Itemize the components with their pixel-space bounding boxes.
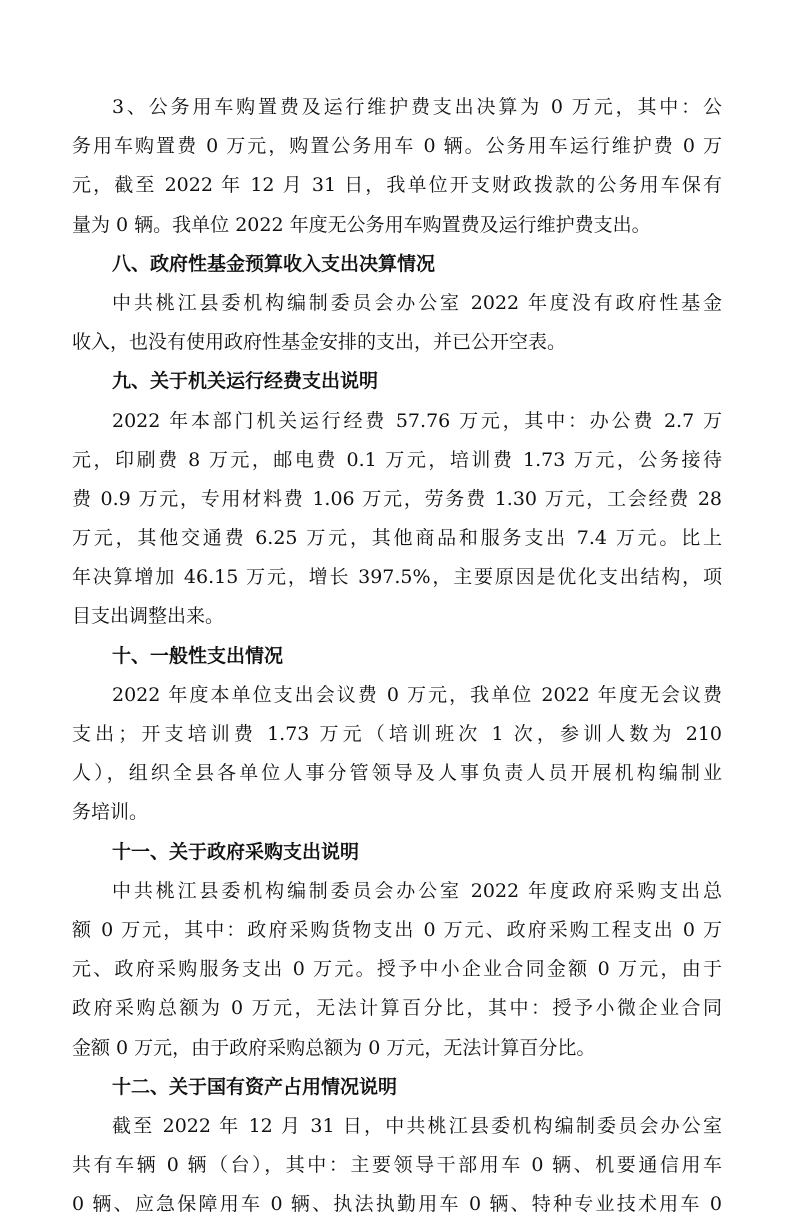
paragraph-line: 目支出调整出来。 [72, 605, 225, 628]
paragraph [72, 1107, 722, 1224]
section-heading: 八、政府性基金预算收入支出决算情况 [112, 252, 436, 275]
paragraph-line: 万元，其他交通费 6.25 万元，其他商品和服务支出 7.4 万元。比上 [72, 527, 722, 550]
paragraph-line: 中共桃江县委机构编制委员会办公室 2022 年度政府采购支出总 [112, 879, 722, 902]
section-heading: 九、关于机关运行经费支出说明 [112, 370, 379, 393]
section-heading: 十、一般性支出情况 [112, 644, 284, 667]
paragraph-line: 收入，也没有使用政府性基金安排的支出，并已公开空表。 [72, 331, 567, 354]
paragraph-line: 2022 年度本单位支出会议费 0 万元，我单位 2022 年度无会议费 [112, 683, 722, 706]
paragraph-line: 务用车购置费 0 万元，购置公务用车 0 辆。公务用车运行维护费 0 万 [72, 135, 722, 158]
section-heading: 十一、关于政府采购支出说明 [112, 840, 360, 863]
paragraph-line: 金额 0 万元，由于政府采购总额为 0 万元，无法计算百分比。 [72, 1036, 596, 1059]
paragraph-line: 额 0 万元，其中：政府采购货物支出 0 万元、政府采购工程支出 0 万 [72, 918, 722, 941]
paragraph-line: 年决算增加 46.15 万元，增长 397.5%，主要原因是优化支出结构，项 [72, 566, 722, 589]
section-heading: 十二、关于国有资产占用情况说明 [112, 1075, 398, 1098]
paragraph-line: 人），组织全县各单位人事分管领导及人事负责人员开展机构编制业 [72, 762, 722, 785]
paragraph-line: 费 0.9 万元，专用材料费 1.06 万元，劳务费 1.30 万元，工会经费 28 [72, 487, 722, 510]
paragraph-line: 务培训。 [72, 801, 149, 824]
paragraph-line: 政府采购总额为 0 万元，无法计算百分比，其中：授予小微企业合同 [72, 997, 722, 1020]
paragraph-line: 支出；开支培训费 1.73 万元（培训班次 1 次，参训人数为 210 [72, 723, 722, 745]
paragraph-line: 元，截至 2022 年 12 月 31 日，我单位开支财政拨款的公务用车保有 [72, 174, 722, 197]
paragraph-line: 元、政府采购服务支出 0 万元。授予中小企业合同金额 0 万元，由于 [72, 958, 722, 981]
paragraph-line: 共有车辆 0 辆（台），其中：主要领导干部用车 0 辆、机要通信用车 [72, 1154, 722, 1177]
paragraph-line: 0 辆、应急保障用车 0 辆、执法执勤用车 0 辆、特种专业技术用车 0 [72, 1193, 722, 1216]
paragraph [72, 284, 722, 362]
paragraph-line: 3、公务用车购置费及运行维护费支出决算为 0 万元，其中：公 [112, 96, 722, 118]
document-body [72, 88, 722, 1224]
paragraph-line: 量为 0 辆。我单位 2022 年度无公务用车购置费及运行维护费支出。 [72, 213, 651, 236]
paragraph-line: 2022 年本部门机关运行经费 57.76 万元，其中：办公费 2.7 万 [112, 409, 722, 432]
paragraph-line: 截至 2022 年 12 月 31 日，中共桃江县委机构编制委员会办公室 [112, 1114, 722, 1137]
paragraph [72, 88, 722, 245]
paragraph [72, 402, 722, 637]
paragraph-line: 中共桃江县委机构编制委员会办公室 2022 年度没有政府性基金 [112, 291, 722, 314]
paragraph-line: 元，印刷费 8 万元，邮电费 0.1 万元，培训费 1.73 万元，公务接待 [72, 448, 722, 471]
paragraph [72, 872, 722, 1068]
paragraph [72, 676, 722, 833]
